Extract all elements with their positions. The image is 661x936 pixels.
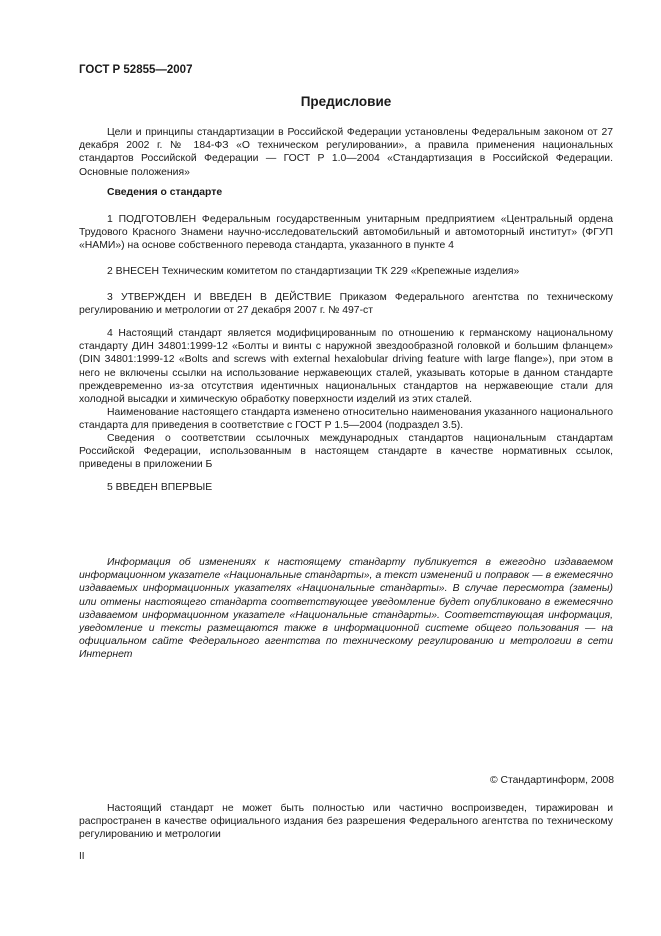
- clause-2-text: 2 ВНЕСЕН Техническим комитетом по стандартизации ТК 229 «Крепежные изделия»: [107, 266, 520, 277]
- document-code: ГОСТ Р 52855—2007: [79, 64, 193, 76]
- clause-4-references: [79, 432, 613, 472]
- notice-text: Информация об изменениях к настоящему стандарту публикуется в ежегодно издаваемом информационном указателе «Национальные стандарты», а текст изменений и поправок — в ежемесячно издаваемых информационных указателях «Национальные стандарты». В случае пересмотра (замены) или отмены настоящего стандарта соответствующее уведомление будет опубликовано в ежемесячно издаваемом информационном указателе «Национальные стандарты». Соответствующая информация, уведомление и тексты размещаются также в информационной системе общего пользования — на официальном сайте Федерального агентства по техническому регулированию и метрологии в сети Интернет: [79, 557, 613, 661]
- footer-text: Настоящий стандарт не может быть полностью или частично воспроизведен, тиражирован и распространен в качестве официального издания без разрешения Федерального агентства по техническому регулированию и метрологии: [79, 803, 613, 841]
- page-number: II: [79, 851, 85, 862]
- clause-5: [79, 481, 613, 494]
- clause-4: [79, 327, 613, 406]
- clause-2: [79, 265, 613, 278]
- clause-1-text: 1 ПОДГОТОВЛЕН Федеральным государственным унитарным предприятием «Центральный ордена Трудового Красного Знамени научно-исследовательский автомобильный и автомоторный институт» (ФГУП «НАМИ») на основе собственного перевода стандарта, указанного в пункте 4: [79, 214, 613, 252]
- clause-1: [79, 213, 613, 253]
- section-heading: Сведения о стандарте: [107, 187, 223, 198]
- clause-4-text: 4 Настоящий стандарт является модифицированным по отношению к германскому национальному стандарту ДИН 34801:1999-12 «Болты и винты с наружной звездообразной головкой и большим фланцем» (DIN 34801:1999-12 «Bolts and screws with external hexalobular driving feature with large flange»), при этом в него не включены ссылки на использование нержавеющих сталей, указывать которые в данном стандарте преждевременно из-за отсутствия идентичных национальных стандартов на нержавеющие стали для холодной высадки и химическую обработку поверхности изделий из этих сталей.: [79, 328, 613, 406]
- clause-3: [79, 291, 613, 317]
- clause-4-naming: [79, 406, 613, 432]
- intro-text: Цели и принципы стандартизации в Российской Федерации установлены Федеральным законом от 27 декабря 2002 г. № 184-ФЗ «О техническом регулировании», а правила применения национальных стандартов Российской Федерации — ГОСТ Р 1.0—2004 «Стандартизация в Российской Федерации. Основные положения»: [79, 127, 613, 178]
- footer-paragraph: [79, 802, 613, 842]
- intro-paragraph: [79, 126, 613, 179]
- copyright: © Стандартинформ, 2008: [489, 775, 614, 786]
- notice-paragraph: [79, 556, 613, 662]
- clause-4-naming-text: Наименование настоящего стандарта изменено относительно наименования указанного национального стандарта для приведения в соответствие с ГОСТ Р 1.5—2004 (подраздел 3.5).: [79, 407, 613, 432]
- page-title: Предисловие: [300, 94, 392, 109]
- clause-4-references-text: Сведения о соответствии ссылочных международных стандартов национальным стандартам Российской Федерации, использованным в настоящем стандарте в качестве нормативных ссылок, приведены в приложении Б: [79, 433, 613, 471]
- clause-5-text: 5 ВВЕДЕН ВПЕРВЫЕ: [107, 482, 213, 493]
- clause-3-text: 3 УТВЕРЖДЕН И ВВЕДЕН В ДЕЙСТВИЕ Приказом Федерального агентства по техническому регулированию и метрологии от 27 декабря 2007 г. № 497-ст: [79, 292, 613, 317]
